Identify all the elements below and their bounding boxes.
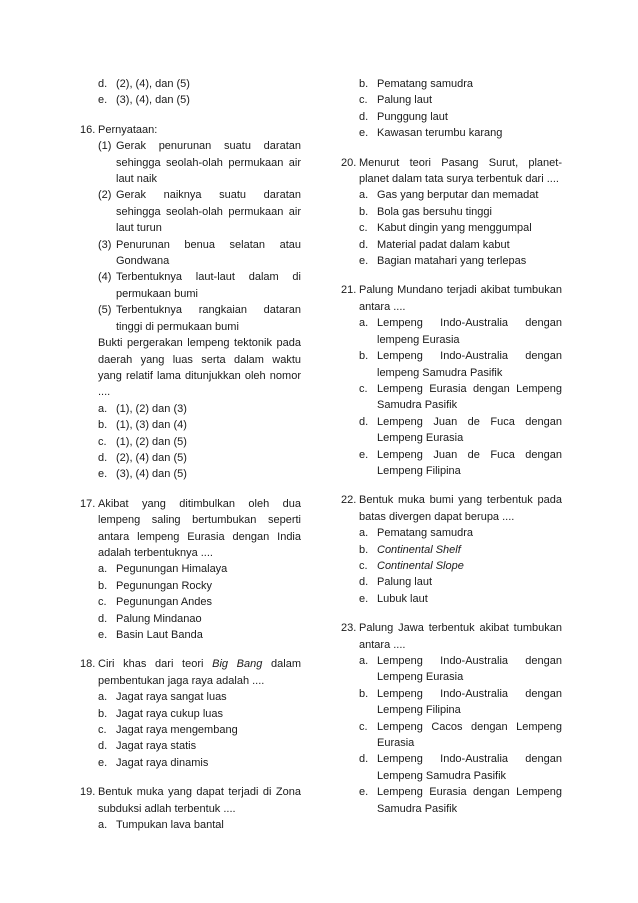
option-text: Lempeng Indo-Australia dengan Lempeng Samudra Pasifik bbox=[377, 753, 562, 782]
statement-number: (2) bbox=[98, 189, 112, 202]
option-letter: a. bbox=[98, 402, 108, 415]
option-e bbox=[359, 447, 562, 480]
statement-4 bbox=[98, 269, 301, 302]
option-letter: a. bbox=[359, 655, 369, 667]
option-letter: b. bbox=[98, 707, 108, 720]
option-d bbox=[359, 751, 562, 784]
option-letter: b. bbox=[359, 543, 369, 556]
statement-text: Gerak naiknya suatu daratan sehingga seolah-olah permukaan air laut turun bbox=[116, 189, 301, 235]
option-letter: a. bbox=[98, 819, 108, 832]
question-number: 22. bbox=[341, 494, 357, 507]
option-a bbox=[98, 401, 301, 417]
option-d bbox=[80, 76, 301, 92]
option-letter: a. bbox=[98, 691, 108, 704]
option-d bbox=[98, 611, 301, 627]
option-text: (1), (2) dan (5) bbox=[116, 435, 187, 448]
question-18 bbox=[80, 656, 301, 771]
option-text: (2), (4), dan (5) bbox=[116, 78, 190, 90]
option-a bbox=[98, 817, 301, 833]
option-e bbox=[341, 125, 562, 141]
option-text: Jagat raya sangat luas bbox=[116, 691, 227, 704]
option-letter: c. bbox=[359, 94, 368, 107]
option-text: Palung laut bbox=[377, 576, 433, 589]
option-letter: c. bbox=[359, 559, 368, 572]
option-letter: b. bbox=[359, 687, 369, 700]
option-a bbox=[98, 689, 301, 705]
option-text: Palung laut bbox=[377, 94, 433, 107]
option-letter: e. bbox=[359, 127, 369, 140]
statement-text: Terbentuknya rangkaian dataran tinggi di permukaan bumi bbox=[116, 304, 301, 333]
option-c bbox=[341, 92, 562, 108]
option-text: (1), (2) dan (3) bbox=[116, 402, 187, 415]
statement-2 bbox=[98, 187, 301, 236]
option-letter: e. bbox=[98, 94, 108, 107]
option-text: Lempeng Indo-Australia dengan lempeng Eurasia bbox=[377, 317, 562, 346]
option-letter: b. bbox=[98, 419, 108, 432]
stem-text: Ciri khas dari teori bbox=[98, 658, 213, 671]
question-number: 20. bbox=[341, 156, 357, 169]
option-text: Pegunungan Rocky bbox=[116, 579, 213, 592]
question-stem: Palung Jawa terbentuk akibat tumbukan antara .... bbox=[359, 622, 562, 651]
option-text: Basin Laut Banda bbox=[116, 629, 203, 641]
option-list bbox=[359, 525, 562, 607]
option-letter: d. bbox=[98, 451, 108, 464]
option-text: Lempeng Juan de Fuca dengan Lempeng Filipina bbox=[377, 448, 562, 477]
option-text: Material padat dalam kabut bbox=[377, 238, 510, 251]
statement-number: (1) bbox=[98, 140, 112, 153]
question-20 bbox=[341, 155, 562, 270]
question-stem bbox=[98, 656, 301, 689]
statement-number: (3) bbox=[98, 238, 112, 251]
option-b bbox=[359, 204, 562, 220]
option-text: Lempeng Indo-Australia dengan Lempeng Eurasia bbox=[377, 655, 562, 684]
option-text: Pegunungan Himalaya bbox=[116, 563, 228, 576]
statement-text: Gerak penurunan suatu daratan sehingga seolah-olah permukaan air laut naik bbox=[116, 140, 301, 186]
option-d bbox=[98, 738, 301, 754]
option-list bbox=[98, 561, 301, 643]
option-letter: c. bbox=[359, 382, 368, 395]
option-letter: b. bbox=[359, 205, 369, 218]
option-text: Pegunungan Andes bbox=[116, 596, 213, 609]
option-b bbox=[98, 706, 301, 722]
option-b bbox=[359, 348, 562, 381]
question-stem: Menurut teori Pasang Surut, planet-planet dalam tata surya terbentuk dari .... bbox=[359, 156, 562, 186]
question-number: 16. bbox=[80, 123, 96, 136]
option-b bbox=[98, 578, 301, 594]
option-letter: e. bbox=[359, 592, 369, 605]
question-number: 18. bbox=[80, 658, 96, 671]
option-letter: e. bbox=[359, 255, 369, 268]
question-stem: Bentuk muka yang dapat terjadi di Zona subduksi adlah terbentuk .... bbox=[98, 786, 301, 815]
option-e bbox=[98, 755, 301, 771]
statement-3 bbox=[98, 237, 301, 270]
right-column bbox=[341, 76, 562, 817]
option-letter: a. bbox=[359, 189, 369, 202]
option-list bbox=[98, 689, 301, 771]
option-letter: c. bbox=[98, 435, 107, 448]
option-letter: d. bbox=[98, 612, 108, 625]
option-text: Kabut dingin yang menggumpal bbox=[377, 222, 532, 235]
option-e bbox=[98, 466, 301, 482]
option-letter: e. bbox=[359, 786, 369, 799]
option-text: Gas yang berputar dan memadat bbox=[377, 189, 539, 202]
option-letter: e. bbox=[98, 468, 108, 481]
option-letter: a. bbox=[98, 563, 108, 576]
option-list bbox=[98, 817, 301, 833]
question-21 bbox=[341, 282, 562, 479]
option-c bbox=[359, 220, 562, 236]
option-a bbox=[359, 315, 562, 348]
option-text: Lempeng Eurasia dengan Lempeng Samudra Pasifik bbox=[377, 382, 562, 412]
option-d bbox=[98, 450, 301, 466]
option-text: Pematang samudra bbox=[377, 78, 473, 90]
option-text: Punggung laut bbox=[377, 110, 448, 123]
option-list bbox=[98, 401, 301, 483]
option-letter: c. bbox=[359, 720, 368, 733]
statement-number: (5) bbox=[98, 304, 112, 317]
question-16 bbox=[80, 122, 301, 483]
carry-over-options-left bbox=[80, 76, 301, 109]
option-letter: a. bbox=[359, 527, 369, 540]
option-letter: e. bbox=[98, 629, 108, 641]
option-text: Pematang samudra bbox=[377, 527, 473, 540]
option-c bbox=[98, 722, 301, 738]
question-stem: Akibat yang ditimbulkan oleh dua lempeng saling bertumbukan seperti antara lempeng Eurasia dengan India adalah terbentuknya .... bbox=[98, 497, 301, 559]
option-text: Bagian matahari yang terlepas bbox=[377, 255, 527, 268]
option-b bbox=[98, 417, 301, 433]
question-19 bbox=[80, 784, 301, 833]
option-e bbox=[359, 784, 562, 817]
option-letter: d. bbox=[98, 740, 108, 753]
option-text: Lempeng Indo-Australia dengan lempeng Samudra Pasifik bbox=[377, 350, 562, 379]
option-text: Lempeng Indo-Australia dengan Lempeng Filipina bbox=[377, 687, 562, 717]
question-17 bbox=[80, 496, 301, 644]
question-prompt: Bukti pergerakan lempeng tektonik pada daerah yang luas serta dalam waktu yang relatif lama ditunjukkan oleh nomor .... bbox=[98, 337, 301, 399]
option-letter: d. bbox=[359, 576, 369, 589]
statement-text: Terbentuknya laut-laut dalam di permukaan bumi bbox=[116, 271, 301, 300]
question-23 bbox=[341, 620, 562, 817]
option-letter: c. bbox=[98, 596, 107, 609]
option-d bbox=[341, 109, 562, 125]
option-text: Tumpukan lava bantal bbox=[116, 819, 224, 832]
option-letter: e. bbox=[359, 448, 369, 461]
option-text: Jagat raya statis bbox=[116, 740, 197, 753]
option-letter: d. bbox=[359, 415, 369, 428]
statement-number: (4) bbox=[98, 271, 112, 284]
option-letter: a. bbox=[359, 317, 369, 330]
option-b bbox=[341, 76, 562, 92]
option-text: (3), (4) dan (5) bbox=[116, 468, 187, 481]
option-text: Palung Mindanao bbox=[116, 612, 202, 625]
option-a bbox=[359, 187, 562, 203]
option-e bbox=[359, 253, 562, 269]
option-c bbox=[98, 594, 301, 610]
option-a bbox=[359, 525, 562, 541]
question-number: 23. bbox=[341, 622, 357, 635]
option-e bbox=[80, 92, 301, 108]
option-text: Bola gas bersuhu tinggi bbox=[377, 205, 492, 218]
option-text: Lempeng Juan de Fuca dengan Lempeng Eurasia bbox=[377, 415, 562, 445]
option-d bbox=[359, 237, 562, 253]
option-text: Lempeng Cacos dengan Lempeng Eurasia bbox=[377, 720, 562, 750]
option-list bbox=[359, 187, 562, 269]
option-a bbox=[359, 653, 562, 686]
option-c bbox=[359, 719, 562, 752]
option-d bbox=[359, 414, 562, 447]
option-c bbox=[98, 434, 301, 450]
question-stem: Pernyataan: bbox=[98, 123, 158, 136]
option-text: Lempeng Eurasia dengan Lempeng Samudra Pasifik bbox=[377, 786, 562, 815]
option-letter: c. bbox=[98, 724, 107, 737]
option-text: Jagat raya cukup luas bbox=[116, 707, 224, 720]
option-text: (2), (4) dan (5) bbox=[116, 451, 187, 464]
option-text: Continental Shelf bbox=[377, 543, 461, 556]
option-letter: b. bbox=[359, 350, 369, 363]
option-text: Continental Slope bbox=[377, 559, 464, 572]
option-text: Jagat raya dinamis bbox=[116, 756, 209, 769]
option-b bbox=[359, 542, 562, 558]
stem-italic-term: Big Bang bbox=[212, 658, 263, 671]
option-c bbox=[359, 381, 562, 414]
left-column bbox=[80, 76, 301, 833]
option-text: (1), (3) dan (4) bbox=[116, 419, 187, 432]
option-d bbox=[359, 574, 562, 590]
option-c bbox=[359, 558, 562, 574]
option-letter: e. bbox=[98, 756, 108, 769]
question-number: 21. bbox=[341, 284, 357, 297]
option-letter: b. bbox=[98, 579, 108, 592]
option-letter: d. bbox=[359, 753, 369, 766]
statement-5 bbox=[98, 302, 301, 335]
option-text: Jagat raya mengembang bbox=[116, 724, 238, 737]
statement-text: Penurunan benua selatan atau Gondwana bbox=[116, 238, 301, 268]
stem-text: dalam pembentukan jaga raya adalah .... bbox=[98, 658, 301, 687]
option-letter: d. bbox=[359, 238, 369, 251]
option-text: (3), (4), dan (5) bbox=[116, 94, 190, 107]
option-list bbox=[359, 653, 562, 817]
option-letter: d. bbox=[359, 110, 369, 123]
question-number: 19. bbox=[80, 786, 96, 799]
question-stem: Bentuk muka bumi yang terbentuk pada batas divergen dapat berupa .... bbox=[359, 494, 562, 523]
option-letter: b. bbox=[359, 78, 369, 90]
option-e bbox=[359, 591, 562, 607]
statement-list bbox=[98, 138, 301, 335]
statement-1 bbox=[98, 138, 301, 187]
option-list bbox=[359, 315, 562, 479]
option-b bbox=[359, 686, 562, 719]
option-letter: d. bbox=[98, 78, 108, 90]
carry-over-options-right bbox=[341, 76, 562, 142]
question-stem: Palung Mundano terjadi akibat tumbukan antara .... bbox=[359, 284, 562, 313]
option-text: Lubuk laut bbox=[377, 592, 428, 605]
option-letter: c. bbox=[359, 222, 368, 235]
question-22 bbox=[341, 492, 562, 607]
question-number: 17. bbox=[80, 497, 96, 510]
option-e bbox=[98, 627, 301, 643]
option-a bbox=[98, 561, 301, 577]
option-text: Kawasan terumbu karang bbox=[377, 127, 503, 140]
